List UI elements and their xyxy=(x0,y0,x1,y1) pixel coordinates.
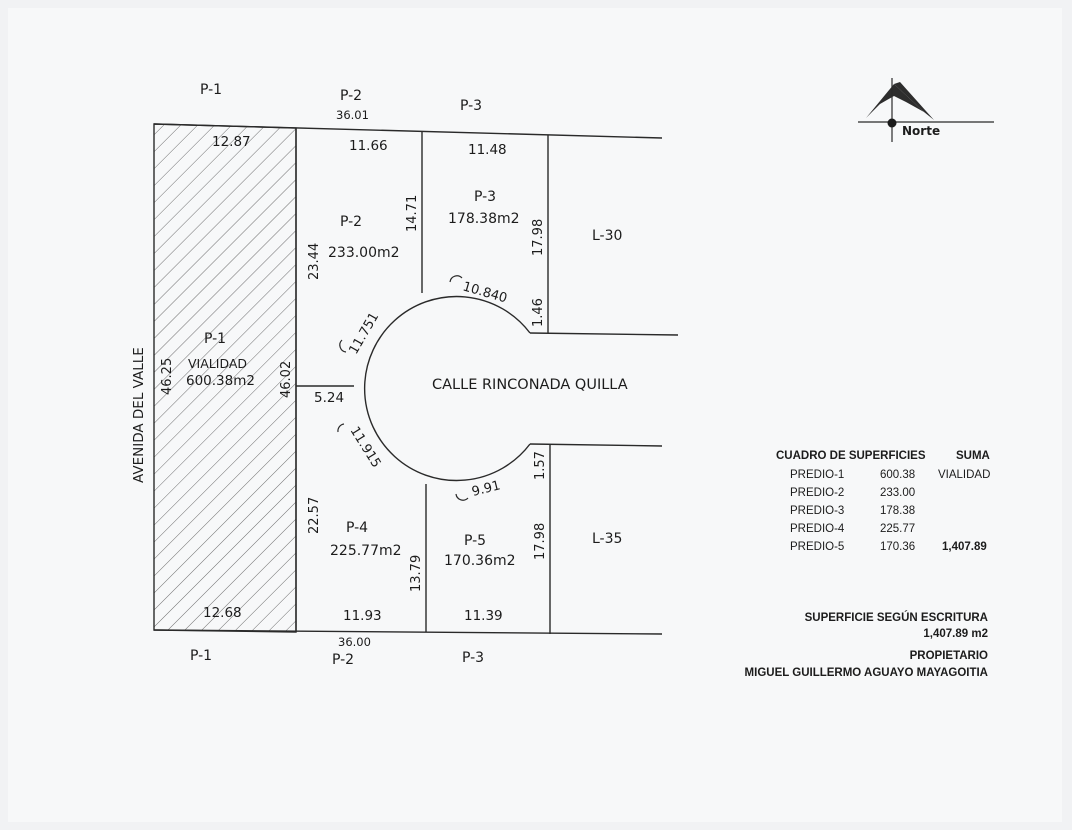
table-row-name: PREDIO-5 xyxy=(790,541,845,553)
deed-info xyxy=(745,611,988,679)
bottom-boundary-line xyxy=(154,630,662,634)
owner-name: MIGUEL GUILLERMO AGUAYO MAYAGOITIA xyxy=(744,667,988,679)
table-row-name: PREDIO-2 xyxy=(790,487,845,499)
dim-p4-right: 13.79 xyxy=(409,554,424,592)
dim-p1-left: 46.25 xyxy=(160,357,175,395)
lot-p1-area: 600.38m2 xyxy=(186,373,255,389)
street-name: CALLE RINCONADA QUILLA xyxy=(432,377,628,393)
dim-mid-left: 5.24 xyxy=(314,390,345,406)
dim-bottom-total: 36.00 xyxy=(338,635,371,649)
table-row-value: 178.38 xyxy=(880,505,916,517)
dim-p3-step: 1.46 xyxy=(531,298,546,327)
dim-p2-top: 11.66 xyxy=(349,138,388,154)
lot-p4-name: P-4 xyxy=(346,520,369,536)
neighbor-bottom-p2: P-2 xyxy=(332,652,355,668)
surface-table-title: CUADRO DE SUPERFICIES xyxy=(776,450,926,462)
lot-p2-area: 233.00m2 xyxy=(328,245,400,261)
lot-p4-area: 225.77m2 xyxy=(330,543,402,559)
dim-p1-top: 12.87 xyxy=(212,134,251,150)
table-row-name: PREDIO-1 xyxy=(790,469,845,481)
table-row-sum: 1,407.89 xyxy=(942,541,987,553)
neighbor-top-p1: P-1 xyxy=(200,82,223,98)
dim-arc-p3: 10.840 xyxy=(460,279,509,307)
dim-arc-p5: 9.91 xyxy=(470,478,503,500)
neighbor-top-p3: P-3 xyxy=(460,98,483,114)
owner-label: PROPIETARIO xyxy=(909,650,988,662)
table-row-value: 600.38 xyxy=(880,469,916,481)
lot-p3-name: P-3 xyxy=(474,189,497,205)
table-row-value: 233.00 xyxy=(880,487,916,499)
dim-p5-right: 17.98 xyxy=(533,522,548,560)
dim-p1-bottom: 12.68 xyxy=(203,605,242,621)
dim-arc-p2: 11.751 xyxy=(346,310,383,357)
table-row-name: PREDIO-4 xyxy=(790,523,845,535)
table-row-name: PREDIO-3 xyxy=(790,505,845,517)
dim-p4-left: 22.57 xyxy=(307,496,322,534)
neighbor-bottom-p1: P-1 xyxy=(190,648,213,664)
neighbor-top-p2: P-2 xyxy=(340,88,363,104)
dim-p2-left: 23.44 xyxy=(307,242,322,280)
surface-table-sum-header: SUMA xyxy=(956,450,990,462)
lot-p5-name: P-5 xyxy=(464,533,487,549)
lot-p3-area: 178.38m2 xyxy=(448,211,520,227)
neighbor-right-bottom: L-35 xyxy=(592,531,623,547)
surface-table xyxy=(776,450,990,553)
table-row-value: 225.77 xyxy=(880,523,916,535)
deed-surface-value: 1,407.89 m2 xyxy=(923,628,988,640)
table-row-value: 170.36 xyxy=(880,541,916,553)
table-row-sum: VIALIDAD xyxy=(938,469,991,481)
dim-p5-bottom: 11.39 xyxy=(464,608,503,624)
neighbor-bottom-p3: P-3 xyxy=(462,650,485,666)
avenue-name: AVENIDA DEL VALLE xyxy=(131,347,147,483)
north-label: Norte xyxy=(902,124,941,138)
lot-p2-name: P-2 xyxy=(340,214,363,230)
neighbor-right-top: L-30 xyxy=(592,228,623,244)
lot-p5-area: 170.36m2 xyxy=(444,553,516,569)
dim-p4-bottom: 11.93 xyxy=(343,608,382,624)
lot-p1-use: VIALIDAD xyxy=(188,356,248,371)
dim-p3-right: 17.98 xyxy=(531,218,546,256)
lot-p1-name: P-1 xyxy=(204,331,227,347)
dim-p2-right: 14.71 xyxy=(405,194,420,232)
deed-surface-label: SUPERFICIE SEGÚN ESCRITURA xyxy=(804,612,988,624)
dim-top-total: 36.01 xyxy=(336,108,369,122)
dim-p5-step: 1.57 xyxy=(533,451,548,480)
dim-arc-p4: 11.915 xyxy=(346,424,384,471)
dim-p3-top: 11.48 xyxy=(468,142,507,158)
dim-p1-right: 46.02 xyxy=(279,360,294,398)
